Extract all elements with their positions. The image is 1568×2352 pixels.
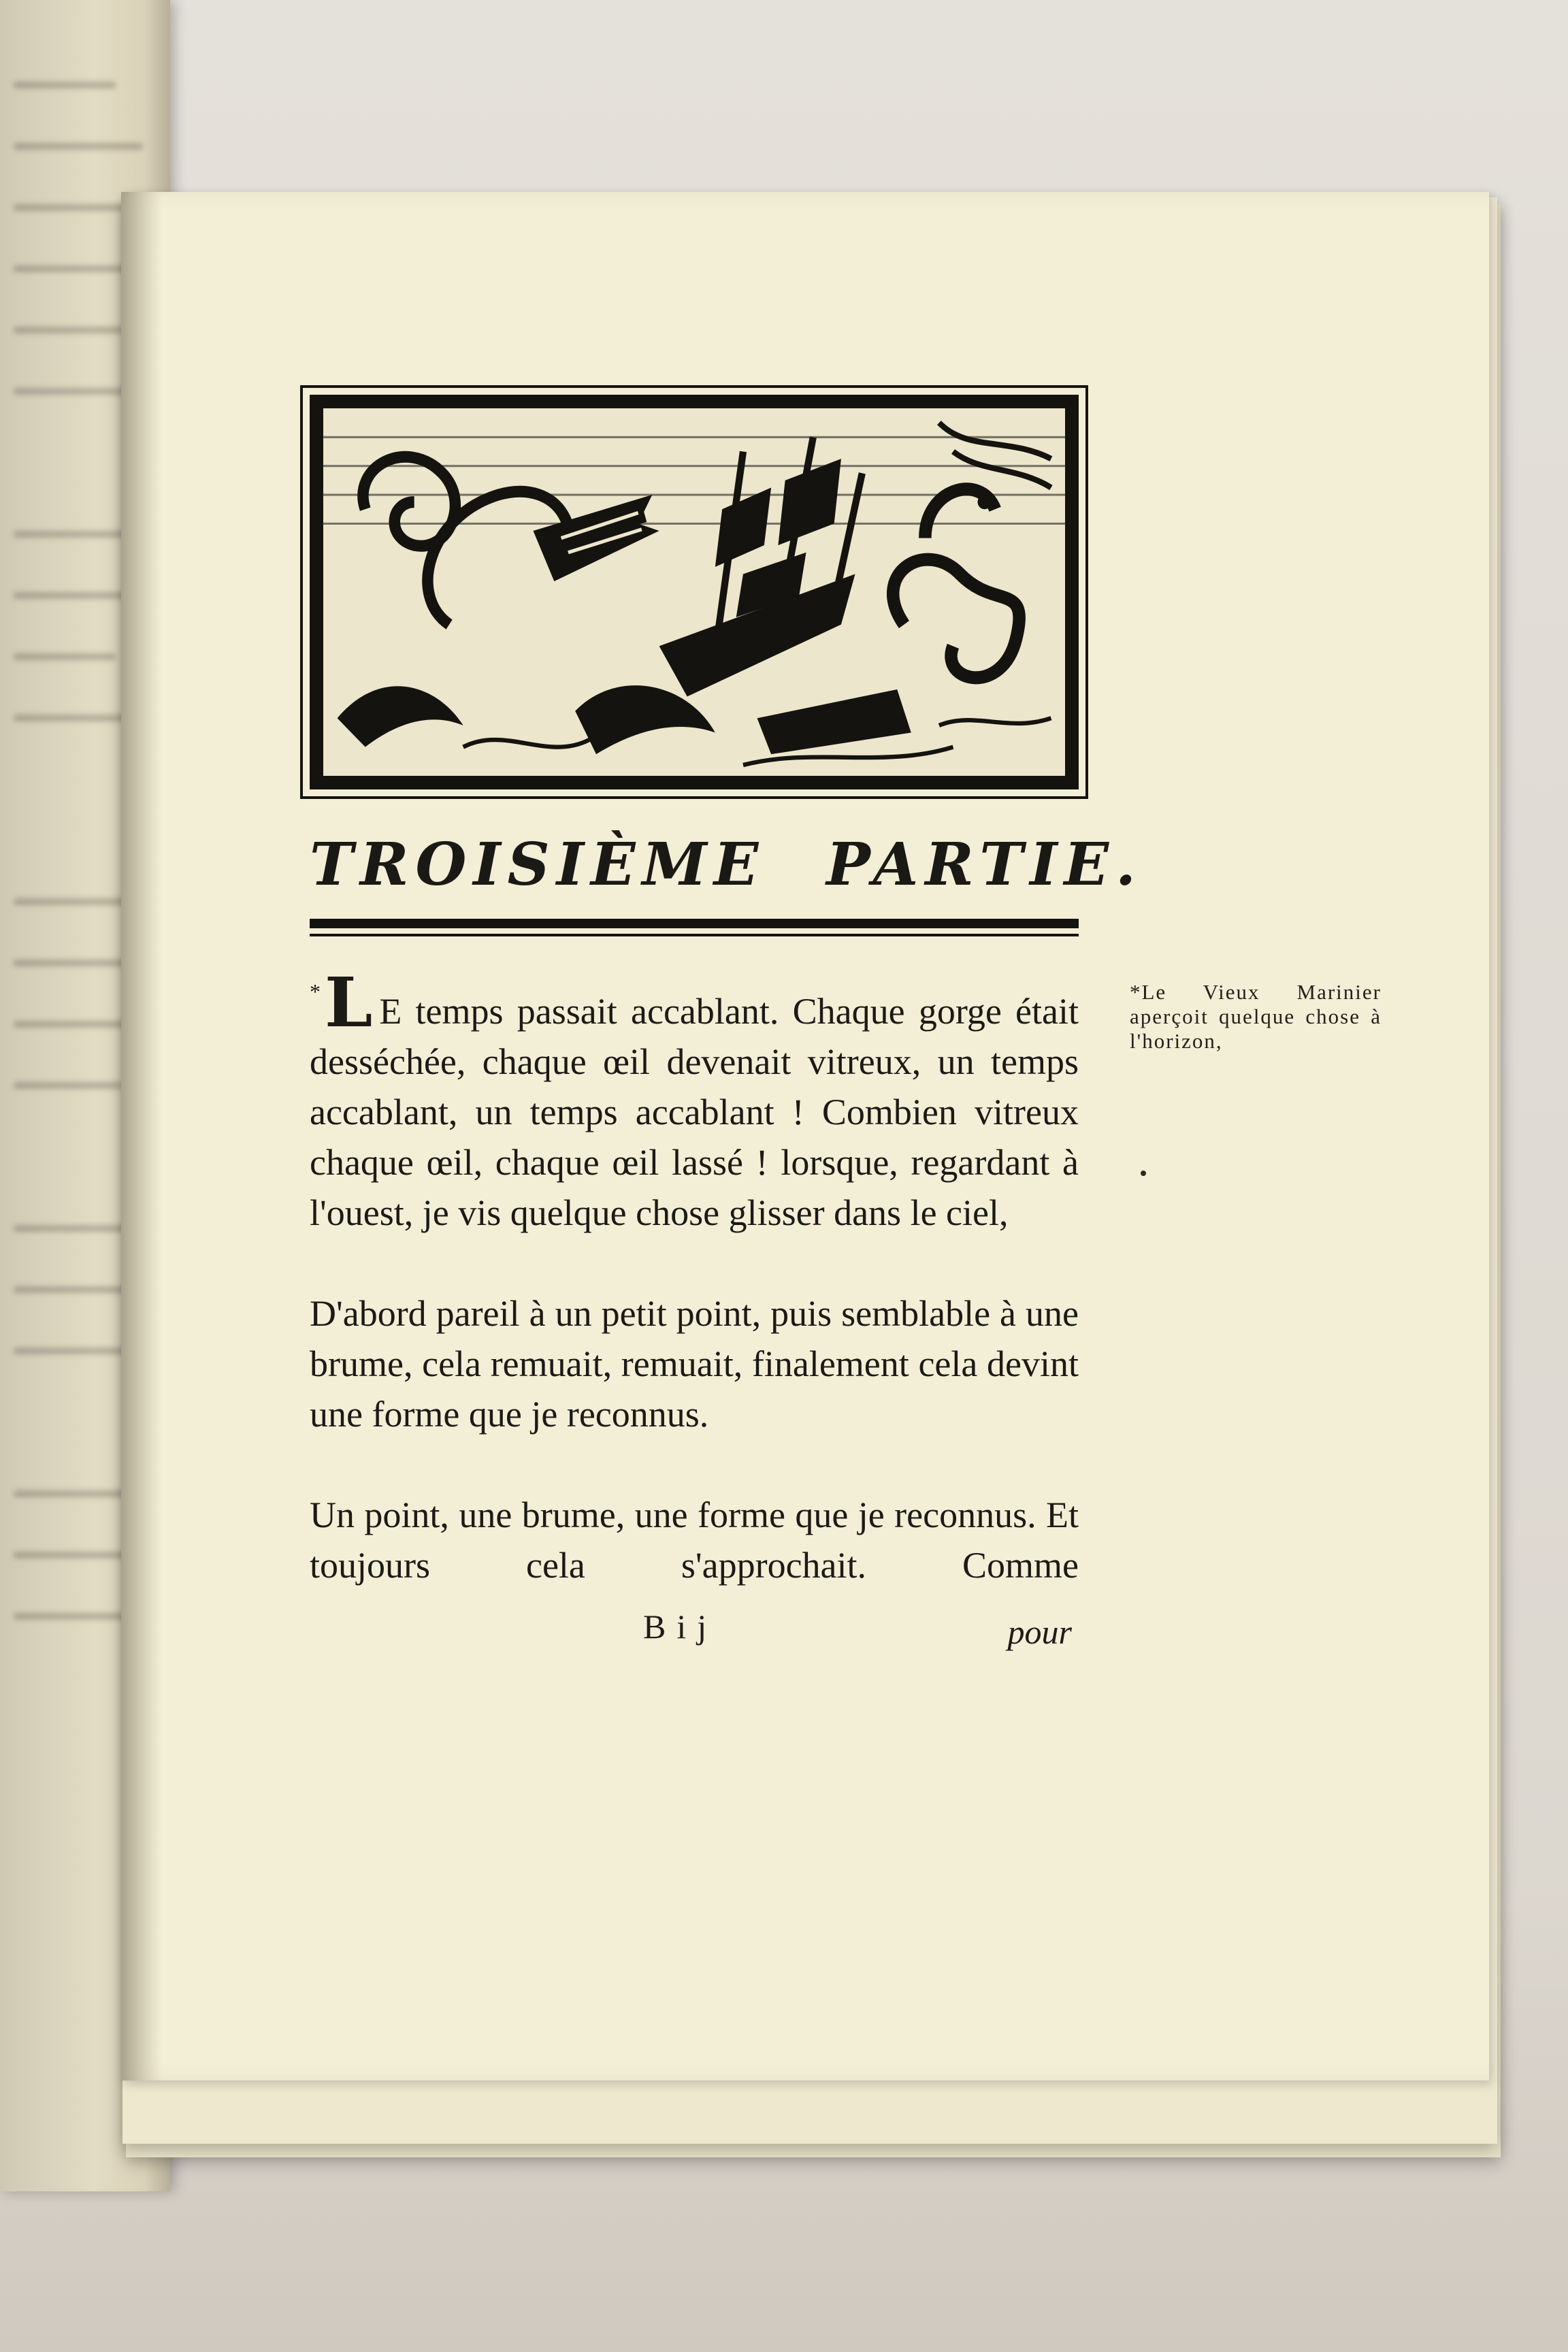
page-footer [310,1607,1079,1661]
heading-rule [310,919,1079,928]
heading-rule-thin [310,934,1079,936]
part-heading: TROISIÈME PARTIE. [310,830,1143,899]
paragraph-3: Un point, une brume, une forme que je reconnus. Et toujours cela s'approchait. Comme [310,1494,1079,1586]
gutter-shadow [121,192,162,2080]
note-marker: * [310,979,321,1004]
body-text [310,962,1079,1590]
paragraph-2: D'abord pareil à un petit point, puis semblable à une brume, cela remuait, remuait, finalement cela devint une forme que je reconnus. [310,1293,1079,1435]
page-content [310,395,1143,1661]
sea-monster-woodcut-image [323,408,1065,776]
margin-dot [1141,1171,1146,1176]
signature-mark: Bij [643,1607,718,1646]
paragraph-1-text: E temps passait accablant. Chaque gorge était desséchée, chaque œil devenait vitreux, un temps accablant, un temps accablant ! Combien vitreux chaque œil, chaque œil lassé ! lorsque, regardant à l'ouest, je vis quelque chose glisser dans le ciel, [310,991,1079,1233]
drop-cap: L [325,962,373,1043]
paragraph-1 [310,962,1079,1238]
catchword: pour [1007,1613,1072,1651]
woodcut-illustration [310,395,1079,789]
margin-gloss: *Le Vieux Marinier aperçoit quelque chose à l'horizon, [1130,980,1382,1053]
